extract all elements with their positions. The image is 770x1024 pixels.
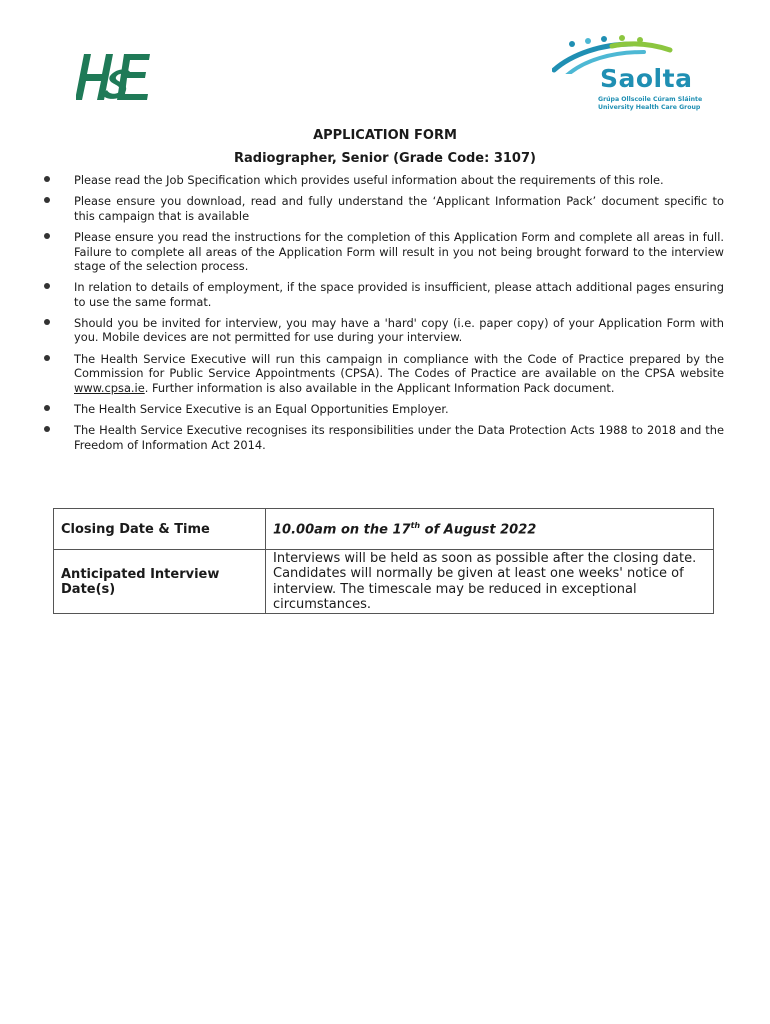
instruction-item: Please ensure you download, read and fully understand the ‘Applicant Information Pack’ document specific to this campaign that is available [40,194,724,223]
closing-date-label: Closing Date & Time [54,509,266,550]
interview-date-value: Interviews will be held as soon as possible after the closing date. Candidates will normally be given at least one weeks' notice of interview. The timescale may be reduced in exceptional circumstances. [266,550,714,614]
instruction-item: The Health Service Executive recognises its responsibilities under the Data Protection Acts 1988 to 2018 and the Freedom of Information Act 2014. [40,423,724,452]
form-subtitle: Radiographer, Senior (Grade Code: 3107) [234,151,536,166]
saolta-wordmark: Saolta [600,64,693,93]
saolta-subtitle-english: University Health Care Group [598,104,701,111]
saolta-logo [552,34,712,118]
instruction-item: The Health Service Executive will run this campaign in compliance with the Code of Practice prepared by the Commission for Public Service Appointments (CPSA). The Codes of Practice are available on the CPSA website www.cpsa.ie. Further information is also available in the Applicant Information Pack document. [40,352,724,395]
bullet-icon [44,426,50,432]
bullet-icon [44,355,50,361]
bullet-icon [44,405,50,411]
instruction-item: Please ensure you read the instructions for the completion of this Application Form and complete all areas in full. Failure to complete all areas of the Application Form will result in you not being brought forward to the interview stage of the selection process. [40,230,724,273]
instructions-list [40,173,724,459]
cpsa-website-link[interactable]: www.cpsa.ie [74,380,145,395]
instruction-item: In relation to details of employment, if the space provided is insufficient, please attach additional pages ensuring to use the same format. [40,280,724,309]
bullet-icon [44,176,50,182]
hse-logo [76,50,152,104]
bullet-icon [44,233,50,239]
saolta-subtitle-irish: Grúpa Ollscoile Cúram Sláinte [598,96,703,103]
instruction-item: The Health Service Executive is an Equal Opportunities Employer. [40,402,724,416]
bullet-icon [44,283,50,289]
closing-date-value: 10.00am on the 17th of August 2022 [266,509,714,550]
form-title: APPLICATION FORM [313,128,457,143]
closing-date-row [54,509,714,550]
bullet-icon [44,319,50,325]
hse-logo-mark [76,50,152,104]
interview-date-row [54,550,714,614]
instruction-item: Should you be invited for interview, you may have a 'hard' copy (i.e. paper copy) of your Application Form with you. Mobile devices are not permitted for use during your interview. [40,316,724,345]
bullet-icon [44,197,50,203]
instruction-item: Please read the Job Specification which provides useful information about the requirements of this role. [40,173,724,187]
interview-date-label: Anticipated Interview Date(s) [54,550,266,614]
closing-info-table [53,508,714,614]
